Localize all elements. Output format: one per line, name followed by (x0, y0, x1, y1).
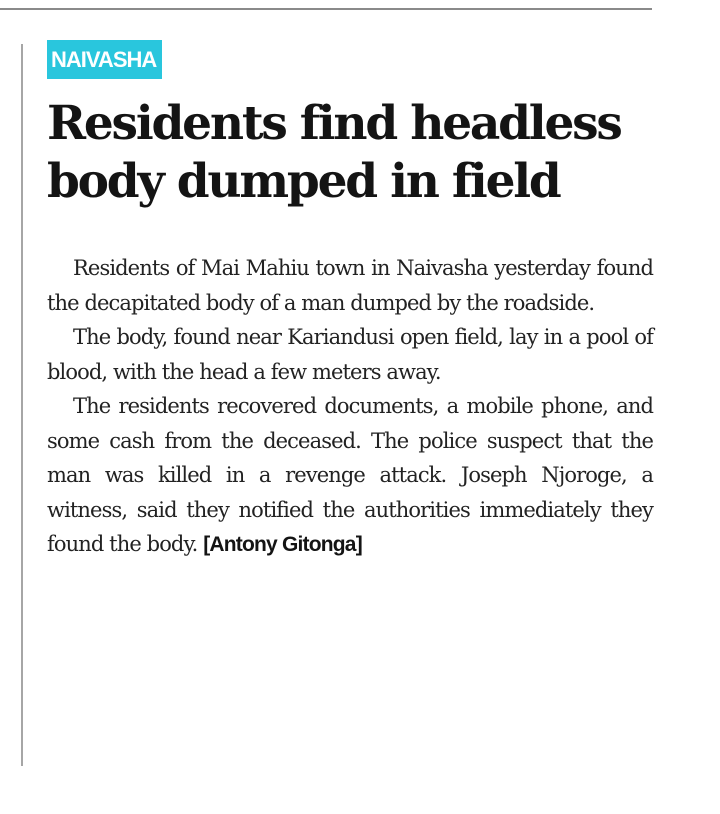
column-rule (21, 44, 23, 766)
news-article (47, 40, 653, 563)
article-paragraph-2: The body, found near Kariandusi open field, lay in a pool of blood, with the head a few meters away. (47, 325, 653, 384)
article-paragraph-3-text: The residents recovered documents, a mobile phone, and some cash from the deceased. The police suspect that the man was killed in a revenge attack. Joseph Njoroge, a witness, said they notified the authorities immediately they found the body. (47, 394, 653, 556)
article-body (47, 251, 653, 563)
article-paragraph-3 (47, 389, 653, 563)
section-tag: NAIVASHA (47, 40, 162, 79)
top-rule (0, 8, 652, 10)
article-paragraph-1: Residents of Mai Mahiu town in Naivasha yesterday found the decapitated body of a man dumped by the roadside. (47, 256, 653, 315)
headline: Residents find headless body dumped in field (47, 96, 621, 209)
byline: [Antony Gitonga] (203, 533, 362, 556)
